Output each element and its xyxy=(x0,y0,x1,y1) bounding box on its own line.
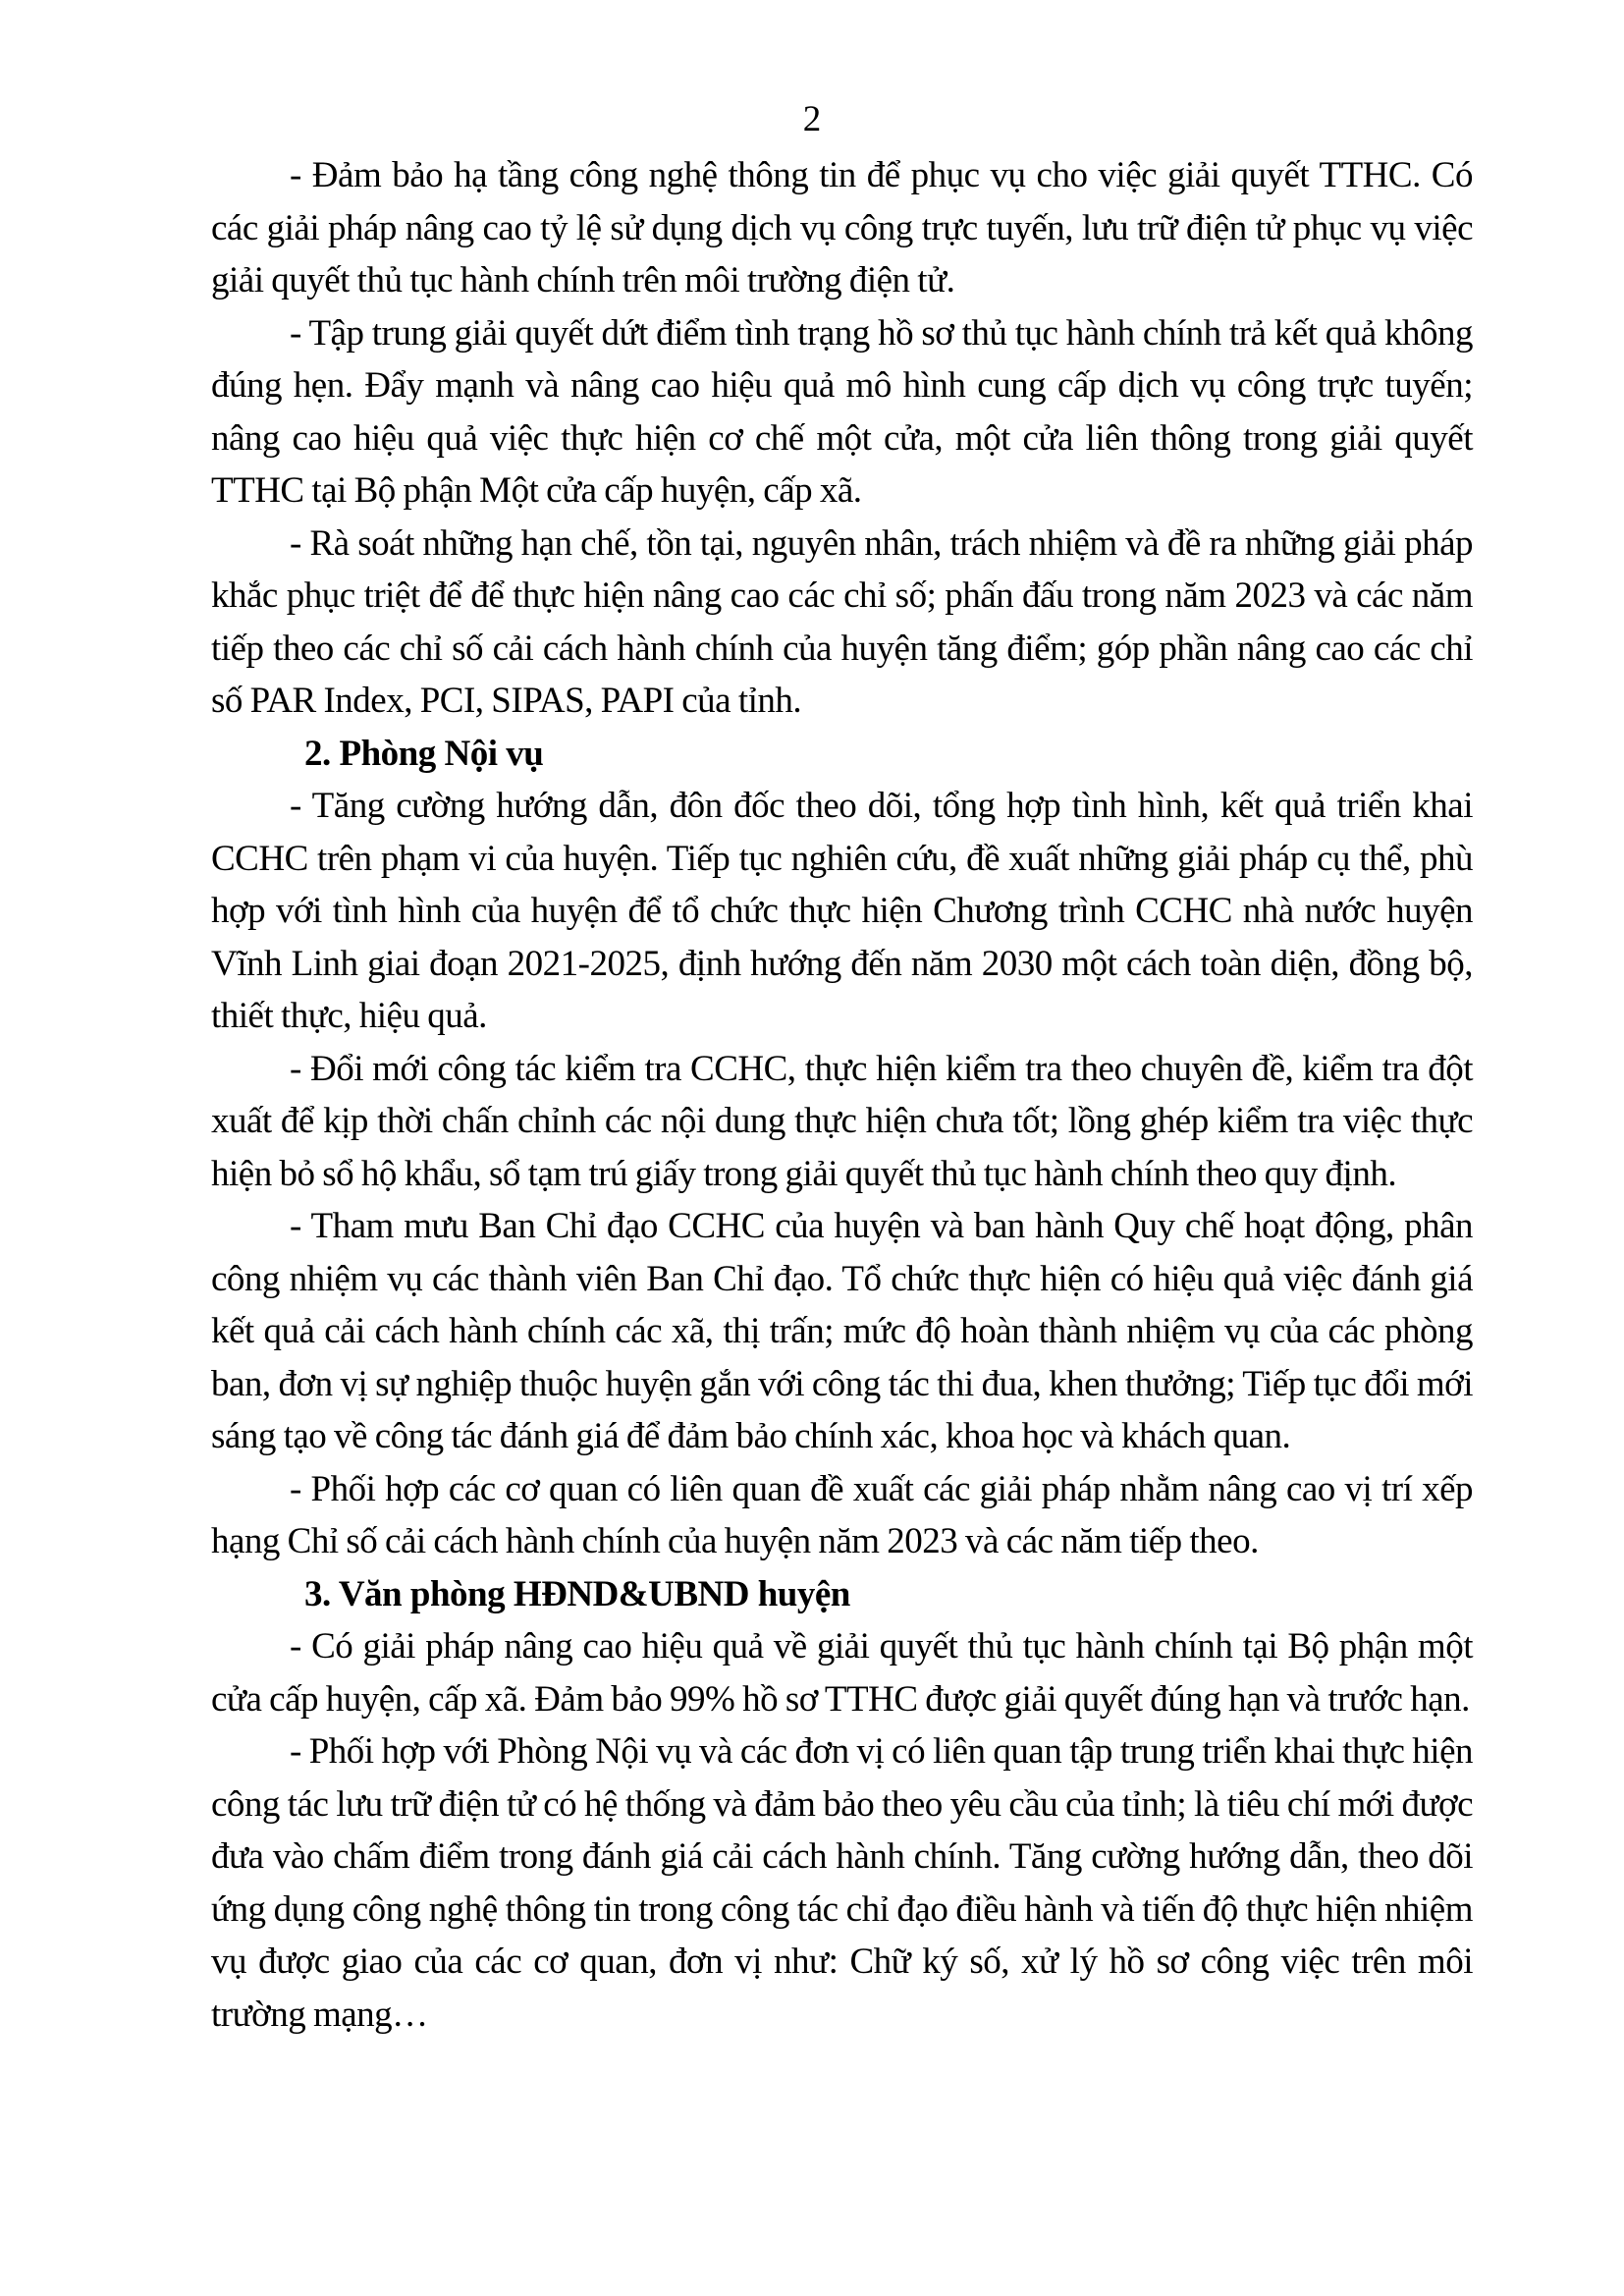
paragraph-inspection-reform: - Đổi mới công tác kiểm tra CCHC, thực hiện kiểm tra theo chuyên đề, kiểm tra đột xuất để kịp thời chấn chỉnh các nội dung thực hiện chưa tốt; lồng ghép kiểm tra việc thực hiện bỏ sổ hộ khẩu, sổ tạm trú giấy trong giải quyết thủ tục hành chính theo quy định. xyxy=(211,1048,1473,1194)
section-heading-home-affairs: 2. Phòng Nội vụ xyxy=(304,733,544,774)
paragraph-one-stop-shop: - Có giải pháp nâng cao hiệu quả về giải quyết thủ tục hành chính tại Bộ phận một cửa cấp huyện, cấp xã. Đảm bảo 99% hồ sơ TTHC được giải quyết đúng hạn và trước hạn. xyxy=(211,1626,1473,1720)
section-heading-district-office: 3. Văn phòng HĐND&UBND huyện xyxy=(304,1573,850,1614)
paragraph-ranking-improvement: - Phối hợp các cơ quan có liên quan đề xuất các giải pháp nhằm nâng cao vị trí xếp hạng Chỉ số cải cách hành chính của huyện năm 2023 và các năm tiếp theo. xyxy=(211,1468,1473,1561)
paragraph-strengthen-guidance: - Tăng cường hướng dẫn, đôn đốc theo dõi, tổng hợp tình hình, kết quả triển khai CCHC trên phạm vi của huyện. Tiếp tục nghiên cứu, đề xuất những giải pháp cụ thể, phù hợp với tình hình của huyện để tổ chức thực hiện Chương trình CCHC nhà nước huyện Vĩnh Linh giai đoạn 2021-2025, định hướng đến năm 2030 một cách toàn diện, đồng bộ, thiết thực, hiệu quả. xyxy=(211,786,1473,1036)
page-number: 2 xyxy=(802,99,822,139)
paragraph-steering-committee: - Tham mưu Ban Chỉ đạo CCHC của huyện và ban hành Quy chế hoạt động, phân công nhiệm vụ các thành viên Ban Chỉ đạo. Tổ chức thực hiện có hiệu quả việc đánh giá kết quả cải cách hành chính các xã, thị trấn; mức độ hoàn thành nhiệm vụ của các phòng ban, đơn vị sự nghiệp thuộc huyện gắn với công tác thi đua, khen thưởng; Tiếp tục đổi mới sáng tạo về công tác đánh giá để đảm bảo chính xác, khoa học và khách quan. xyxy=(211,1206,1473,1456)
paragraph-electronic-archiving: - Phối hợp với Phòng Nội vụ và các đơn vị có liên quan tập trung triển khai thực hiện công tác lưu trữ điện tử có hệ thống và đảm bảo theo yêu cầu của tỉnh; là tiêu chí mới được đưa vào chấm điểm trong đánh giá cải cách hành chính. Tăng cường hướng dẫn, theo dõi ứng dụng công nghệ thông tin trong công tác chỉ đạo điều hành và tiến độ thực hiện nhiệm vụ được giao của các cơ quan, đơn vị như: Chữ ký số, xử lý hồ sơ công việc trên môi trường mạng… xyxy=(211,1731,1473,2035)
paragraph-review-limitations: - Rà soát những hạn chế, tồn tại, nguyên nhân, trách nhiệm và đề ra những giải pháp khắc phục triệt để để thực hiện nâng cao các chỉ số; phấn đấu trong năm 2023 và các năm tiếp theo các chỉ số cải cách hành chính của huyện tăng điểm; góp phần nâng cao các chỉ số PAR Index, PCI, SIPAS, PAPI của tỉnh. xyxy=(211,522,1473,721)
paragraph-overdue-records: - Tập trung giải quyết dứt điểm tình trạng hồ sơ thủ tục hành chính trả kết quả không đúng hẹn. Đẩy mạnh và nâng cao hiệu quả mô hình cung cấp dịch vụ công trực tuyến; nâng cao hiệu quả việc thực hiện cơ chế một cửa, một cửa liên thông trong giải quyết TTHC tại Bộ phận Một cửa cấp huyện, cấp xã. xyxy=(211,312,1473,511)
document-body xyxy=(211,149,1473,2041)
paragraph-it-infrastructure: - Đảm bảo hạ tầng công nghệ thông tin để phục vụ cho việc giải quyết TTHC. Có các giải pháp nâng cao tỷ lệ sử dụng dịch vụ công trực tuyến, lưu trữ điện tử phục vụ việc giải quyết thủ tục hành chính trên môi trường điện tử. xyxy=(211,155,1473,301)
